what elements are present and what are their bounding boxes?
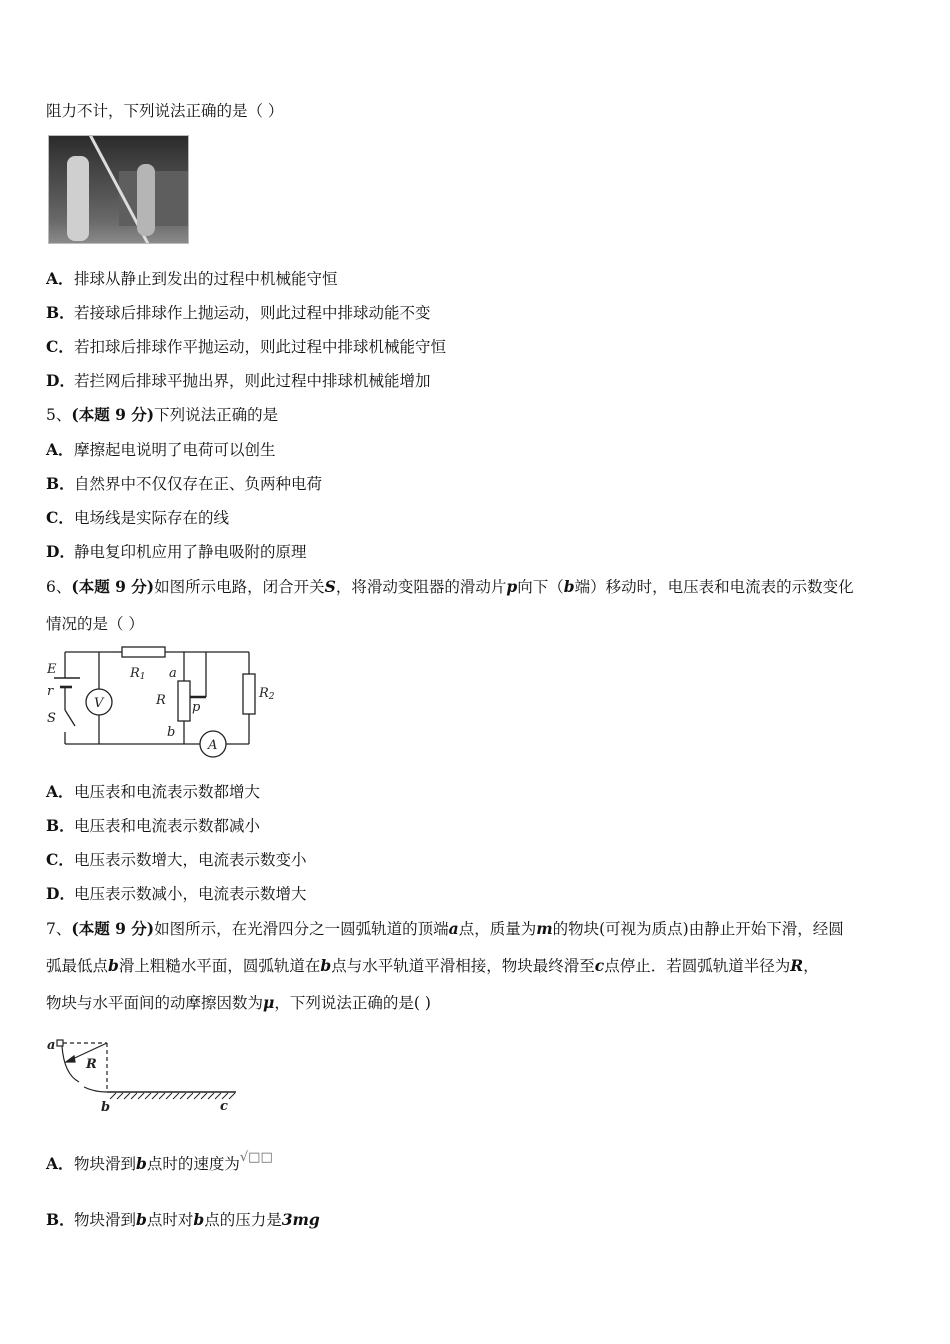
svg-text:R1: R1 [130,666,146,682]
arc-track-diagram [44,1036,244,1116]
q5-option-d: D．静电复印机应用了静电吸附的原理 [46,542,307,561]
svg-text:c: c [220,1099,228,1114]
svg-text:R: R [86,1057,97,1072]
photo-player-right [137,164,155,236]
q4-option-d: D．若拦网后排球平抛出界，则此过程中排球机械能增加 [46,371,431,390]
label-E: E [47,662,57,677]
q4-stem: 阻力不计，下列说法正确的是（ ） [46,102,284,120]
q4-option-a: A．排球从静止到发出的过程中机械能守恒 [46,269,338,288]
circuit-diagram [44,644,294,764]
q7-stem-line2: 弧最低点b滑上粗糙水平面，圆弧轨道在b点与水平轨道平滑相接，物块最终滑至c点停止．若圆弧轨道半径为R， [46,956,819,975]
svg-text:p: p [192,700,201,715]
q7-option-b: B．物块滑到b点时对b点的压力是3mg [46,1210,320,1229]
q6-option-d: D．电压表示数减小，电流表示数增大 [46,884,307,903]
q6-stem-line1: 6、(本题 9 分)如图所示电路，闭合开关S，将滑动变阻器的滑动片p向下（b端）移动时，电压表和电流表的示数变化 [46,577,854,596]
q4-option-b: B．若接球后排球作上抛运动，则此过程中排球动能不变 [46,303,431,322]
q4-option-c: C．若扣球后排球作平抛运动，则此过程中排球机械能守恒 [46,337,447,356]
svg-text:A: A [208,738,218,753]
q5-option-c: C．电场线是实际存在的线 [46,508,230,527]
svg-text:a: a [169,666,177,681]
svg-text:b: b [167,725,176,740]
svg-text:b: b [101,1100,111,1115]
q5-option-a: A．摩擦起电说明了电荷可以创生 [46,440,276,459]
q6-option-a: A．电压表和电流表示数都增大 [46,782,261,801]
q5-option-b: B．自然界中不仅仅存在正、负两种电荷 [46,474,323,493]
sqrt-formula: √□□ [239,1150,273,1165]
label-S: S [47,711,56,726]
volleyball-photo [48,135,189,244]
label-r: r [47,684,54,699]
q5-stem: 5、(本题 9 分)下列说法正确的是 [46,405,279,424]
q7-stem-line3: 物块与水平面间的动摩擦因数为μ，下列说法正确的是( ) [46,993,431,1012]
q7-option-a: A．物块滑到b点时的速度为√□□ [46,1150,273,1173]
q6-option-b: B．电压表和电流表示数都减小 [46,816,261,835]
svg-text:V: V [94,696,104,711]
svg-text:R: R [156,693,166,708]
photo-player-left [67,156,89,241]
q7-stem-line1: 7、(本题 9 分)如图所示，在光滑四分之一圆弧轨道的顶端a点，质量为m的物块(可视为质点)由静止开始下滑，经圆 [46,919,844,938]
svg-text:R2: R2 [259,686,275,702]
svg-text:a: a [47,1038,56,1053]
q6-stem-line2: 情况的是（ ） [46,615,144,633]
q6-option-c: C．电压表示数增大，电流表示数变小 [46,850,307,869]
